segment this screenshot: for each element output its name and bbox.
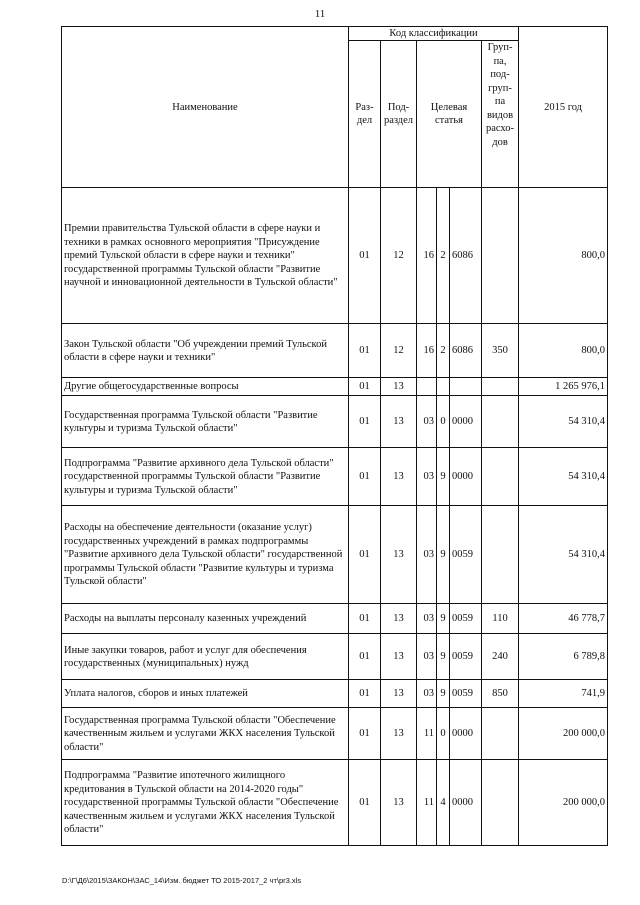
row-subsection: 13 xyxy=(381,448,417,506)
row-amount: 800,0 xyxy=(519,324,608,378)
row-amount: 1 265 976,1 xyxy=(519,378,608,396)
row-subsection: 13 xyxy=(381,378,417,396)
row-target-program: 11 xyxy=(417,760,437,846)
row-target-subprogram: 9 xyxy=(437,506,450,604)
row-section: 01 xyxy=(349,396,381,448)
table-row xyxy=(62,378,608,396)
row-name: Премии правительства Тульской области в сфере науки и техники в рамках основного мероприятия "Присуждение премий Тульской области в сфере науки и техники" государственной программы Тульской области "Развитие научной и инновационной деятельности в Тульской области" xyxy=(62,188,349,324)
row-target-subprogram: 2 xyxy=(437,324,450,378)
header-code-group: Код классификации xyxy=(349,27,519,41)
row-amount: 54 310,4 xyxy=(519,396,608,448)
row-subsection: 13 xyxy=(381,604,417,634)
row-target-subprogram: 2 xyxy=(437,188,450,324)
row-target-program: 03 xyxy=(417,448,437,506)
row-target-subprogram: 0 xyxy=(437,396,450,448)
row-amount: 54 310,4 xyxy=(519,448,608,506)
table-row xyxy=(62,448,608,506)
table-row xyxy=(62,188,608,324)
file-path-footer: D:\Г\Д6\2015\ЗАКОН\ЗАС_14\Изм. бюджет ТО 2015-2017_2 чт\pr3.xls xyxy=(62,876,302,885)
table-row xyxy=(62,634,608,680)
header-target-article xyxy=(417,41,482,188)
row-subsection: 12 xyxy=(381,188,417,324)
row-section: 01 xyxy=(349,760,381,846)
row-section: 01 xyxy=(349,448,381,506)
row-target-program: 03 xyxy=(417,634,437,680)
row-name: Иные закупки товаров, работ и услуг для обеспечения государственных (муниципальных) нужд xyxy=(62,634,349,680)
row-target-direction: 6086 xyxy=(450,188,482,324)
row-target-direction: 0059 xyxy=(450,680,482,708)
row-name: Государственная программа Тульской области "Развитие культуры и туризма Тульской области" xyxy=(62,396,349,448)
header-target-article-text: Целевая статья xyxy=(430,102,468,127)
row-amount: 54 310,4 xyxy=(519,506,608,604)
header-year: 2015 год xyxy=(519,27,608,188)
row-target-program: 16 xyxy=(417,324,437,378)
row-section: 01 xyxy=(349,634,381,680)
row-target-direction xyxy=(450,378,482,396)
row-section: 01 xyxy=(349,506,381,604)
row-target-subprogram: 9 xyxy=(437,680,450,708)
row-target-direction: 0000 xyxy=(450,760,482,846)
row-expense-group xyxy=(482,506,519,604)
row-expense-group: 110 xyxy=(482,604,519,634)
row-subsection: 13 xyxy=(381,634,417,680)
header-subsection-text: Под- раздел xyxy=(383,102,414,127)
page-number: 11 xyxy=(314,8,326,20)
row-name: Закон Тульской области "Об учреждении премий Тульской области в сфере науки и техники" xyxy=(62,324,349,378)
row-target-program: 16 xyxy=(417,188,437,324)
row-name: Расходы на выплаты персоналу казенных учреждений xyxy=(62,604,349,634)
row-section: 01 xyxy=(349,604,381,634)
row-target-program: 11 xyxy=(417,708,437,760)
row-target-program: 03 xyxy=(417,680,437,708)
row-subsection: 13 xyxy=(381,680,417,708)
table-row xyxy=(62,324,608,378)
row-target-program: 03 xyxy=(417,396,437,448)
row-target-subprogram: 0 xyxy=(437,708,450,760)
row-target-subprogram: 9 xyxy=(437,448,450,506)
row-section: 01 xyxy=(349,680,381,708)
table-header xyxy=(62,27,608,188)
row-subsection: 13 xyxy=(381,760,417,846)
header-expense-group xyxy=(482,41,519,188)
row-target-program: 03 xyxy=(417,604,437,634)
row-expense-group xyxy=(482,396,519,448)
row-expense-group: 350 xyxy=(482,324,519,378)
row-section: 01 xyxy=(349,324,381,378)
row-name: Государственная программа Тульской области "Обеспечение качественным жильем и услугами ЖКХ населения Тульской области" xyxy=(62,708,349,760)
row-amount: 46 778,7 xyxy=(519,604,608,634)
row-amount: 200 000,0 xyxy=(519,760,608,846)
row-amount: 741,9 xyxy=(519,680,608,708)
row-name: Подпрограмма "Развитие архивного дела Тульской области" государственной программы Тульской области "Развитие культуры и туризма Тульской области" xyxy=(62,448,349,506)
table-row xyxy=(62,708,608,760)
row-subsection: 13 xyxy=(381,708,417,760)
table-body xyxy=(62,188,608,846)
row-target-direction: 0000 xyxy=(450,708,482,760)
budget-table xyxy=(61,26,608,846)
row-expense-group xyxy=(482,378,519,396)
row-subsection: 13 xyxy=(381,506,417,604)
row-section: 01 xyxy=(349,708,381,760)
row-subsection: 13 xyxy=(381,396,417,448)
row-expense-group xyxy=(482,188,519,324)
row-name: Уплата налогов, сборов и иных платежей xyxy=(62,680,349,708)
row-target-direction: 0059 xyxy=(450,634,482,680)
row-amount: 800,0 xyxy=(519,188,608,324)
row-target-direction: 0000 xyxy=(450,448,482,506)
row-expense-group xyxy=(482,708,519,760)
header-subsection xyxy=(381,41,417,188)
row-target-direction: 0000 xyxy=(450,396,482,448)
row-target-program xyxy=(417,378,437,396)
table-row xyxy=(62,396,608,448)
row-amount: 200 000,0 xyxy=(519,708,608,760)
row-subsection: 12 xyxy=(381,324,417,378)
table-row xyxy=(62,506,608,604)
table-row xyxy=(62,604,608,634)
header-section xyxy=(349,41,381,188)
row-target-subprogram xyxy=(437,378,450,396)
row-amount: 6 789,8 xyxy=(519,634,608,680)
row-expense-group xyxy=(482,448,519,506)
row-name: Подпрограмма "Развитие ипотечного жилищного кредитования в Тульской области на 2014-2020 годы" государственной программы Тульской области "Обеспечение качественным жильем и услугами ЖКХ населения Тульской области" xyxy=(62,760,349,846)
row-name: Другие общегосударственные вопросы xyxy=(62,378,349,396)
row-target-subprogram: 9 xyxy=(437,634,450,680)
row-expense-group: 240 xyxy=(482,634,519,680)
table-row xyxy=(62,760,608,846)
row-section: 01 xyxy=(349,188,381,324)
header-name: Наименование xyxy=(62,27,349,188)
row-target-direction: 0059 xyxy=(450,604,482,634)
table-row xyxy=(62,680,608,708)
header-expense-group-text: Груп- па, под- груп- па видов расхо- дов xyxy=(486,42,515,148)
row-target-direction: 0059 xyxy=(450,506,482,604)
row-expense-group: 850 xyxy=(482,680,519,708)
row-target-subprogram: 9 xyxy=(437,604,450,634)
row-expense-group xyxy=(482,760,519,846)
header-section-text: Раз- дел xyxy=(355,102,374,127)
row-target-program: 03 xyxy=(417,506,437,604)
row-target-direction: 6086 xyxy=(450,324,482,378)
row-name: Расходы на обеспечение деятельности (оказание услуг) государственных учреждений в рамках подпрограммы "Развитие архивного дела Тульской области" государственной программы Тульской области "Развитие культуры и туризма Тульской области" xyxy=(62,506,349,604)
row-section: 01 xyxy=(349,378,381,396)
row-target-subprogram: 4 xyxy=(437,760,450,846)
